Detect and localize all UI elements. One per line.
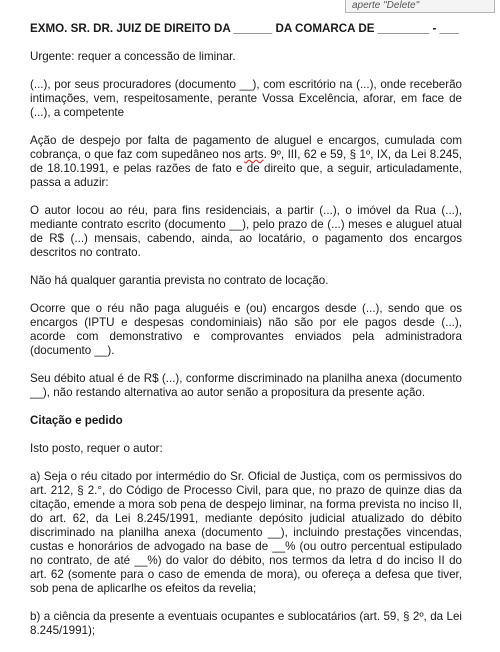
action-text-start: Ação de despejo por falta de pagamento de aluguel e encargos, cumulada com cobrança, o que faz com supedâneo nos — [30, 134, 462, 161]
guarantee-paragraph: Não há qualquer garantia prevista no contrato de locação. — [30, 274, 329, 287]
nonpayment-paragraph: Ocorre que o réu não paga aluguéis e (ou) encargos desde (...), sendo que os encargos (IPTU e despesas condominiais) não são por ele pagos desde (...), acorde com demonstrativo e comprovantes enviados pela administradora (documento __). — [30, 302, 462, 357]
request-intro-paragraph: Isto posto, requer o autor: — [30, 442, 163, 455]
legal-document — [30, 22, 462, 652]
action-paragraph — [30, 134, 462, 190]
delete-hint-tooltip: aperte "Delete" — [345, 0, 495, 13]
lease-paragraph: O autor locou ao réu, para fins residenciais, a partir (...), o imóvel da Rua (...), mediante contrato escrito (documento __), pelo prazo de (...) meses e aluguel atual de R$ (...) mensais, cabendo, ainda, ao locatário, o pagamento dos encargos descritos no contrato. — [30, 204, 462, 259]
action-text-end: . 9º, III, 62 e 59, § 1º, IX, da Lei 8.245, de 18.10.1991, e pelas razões de fato e de direito que, a seguir, articuladamente, passa a aduzir: — [30, 148, 462, 189]
section-title: Citação e pedido — [30, 414, 123, 427]
spellcheck-word[interactable]: arts — [244, 148, 264, 161]
request-b-paragraph: b) a ciência da presente a eventuais ocupantes e sublocatários (art. 59, § 2º, da Lei 8.245/1991); — [30, 610, 462, 637]
urgent-paragraph: Urgente: requer a concessão de liminar. — [30, 50, 236, 63]
request-a-paragraph: a) Seja o réu citado por intermédio do Sr. Oficial de Justiça, com os permissivos do art. 212, § 2.°, do Código de Processo Civil, para que, no prazo de quinze dias da citação, emende a mora sob pena de despejo liminar, na forma prevista no inciso II, do art. 62, da Lei 8.245/1991, mediante depósito judicial atualizado do débito discriminado na planilha anexa (documento __), incluindo prestações vincendas, custas e honorários de advogado na base de __% (ou outro percentual estipulado no contrato, de até __%) do valor do débito, nos termos da letra d do inciso II do art. 62 (somente para o caso de emenda de mora), ou ofereça a defesa que tiver, sob pena de aplicarlhe os efeitos da revelia; — [30, 470, 462, 595]
document-heading: EXMO. SR. DR. JUIZ DE DIREITO DA ______ DA COMARCA DE ________ - ___ — [30, 22, 459, 35]
debt-paragraph: Seu débito atual é de R$ (...), conforme discriminado na planilha anexa (documento __), não restando alternativa ao autor senão a propositura da presente ação. — [30, 372, 462, 399]
parties-paragraph: (...), por seus procuradores (documento __), com escritório na (...), onde receberão intimações, vem, respeitosamente, perante Vossa Excelência, aforar, em face de (...), a competente — [30, 78, 462, 119]
